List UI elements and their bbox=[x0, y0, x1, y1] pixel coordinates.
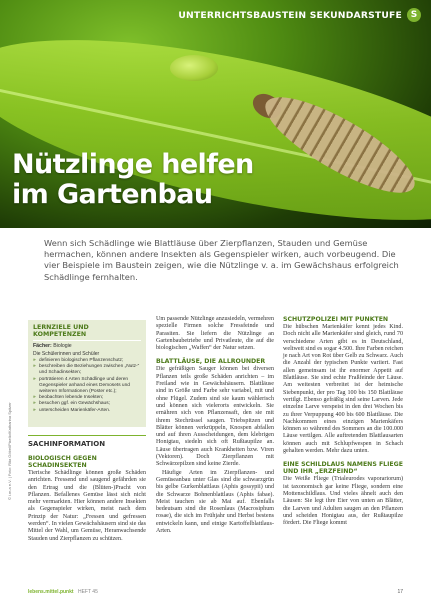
objectives-list bbox=[33, 358, 141, 414]
page-title bbox=[12, 150, 254, 210]
objective-item: » besuchen ggf. ein Gewächshaus; bbox=[33, 401, 141, 407]
photo-credit: © i.m.a e.V. | Foto: Rita Göbel/Pixelio/Katharina Spitzer bbox=[7, 402, 12, 500]
section-label: UNTERRICHTSBAUSTEIN SEKUNDARSTUFE bbox=[178, 9, 402, 21]
objective-item: » beobachten lebende Insekten; bbox=[33, 395, 141, 401]
students-line: Die Schülerinnen und Schüler bbox=[33, 351, 100, 357]
right-paragraph-1: Die hübschen Marienkäfer kennt jedes Kind. Doch nicht alle Marienkäfer sind gleich, rund 70 verschiedene Arten gibt es in Deutschland, weltweit sind es sogar 4.500. Ihre Farben reichen je nach Art von Rot über Gelb zu Schwarz. Auch die Anzahl der typischen Punkte variiert. Fast allen gemeinsam ist ihr enormer Appetit auf Blattläuse. Sie sind echte Fraßfeinde der Läuse. Am weitesten verbreitet ist der heimische Siebenpunkt, der pro Tag 100 bis 150 Blattläuse vertilgt. Ebenso gefräßig sind seine Larven. Jede einzelne Larve verspeist in den drei Wochen bis zu ihrer Verpuppung 400 bis 600 Blattläuse. Die Nachkommen eines einzigen Marienkäfers können so während des Sommers an die 100.000 Läuse vertilgen. Alle auftretenden Blattlausarten können auch mit Schlupfwespen in Schach gehalten werden. Mehr dazu unten. bbox=[283, 324, 403, 455]
footer-brand bbox=[28, 589, 98, 595]
middle-paragraph-3: Häufige Arten im Zierpflanzen- und Gemüseanbau unter Glas sind die schwarzgrün bis gelbe Gurkenblattlaus (Aphis gossypii) und die Schwarze Bohnenblattlaus (Aphis fabae). Meist tauchen sie ab Mai auf. Ebenfalls bedeutsam sind die Rosenlaus (Macrosiphum rosae), die sich im Frühjahr und Herbst bestens entwickeln kann, und einige Kartoffelblattlaus-Arten. bbox=[156, 469, 274, 535]
objective-item: » unterscheiden Marienkäfer-Arten. bbox=[33, 408, 141, 414]
left-column bbox=[28, 320, 146, 543]
right-paragraph-2: Die Weiße Fliege (Trialeurodes vaporariorum) ist taxonomisch gar keine Fliege, sondern eine Mottenschildlaus. Und vieles ähnelt auch den Läusen: Sie legt ihre Eier von unten an Blätter, die Larven und Adulten saugen an den Pflanzen und scheiden Honigtau aus, der Rußtaupilze fördert. Die Fliege kommt bbox=[283, 476, 403, 527]
sachinformation-text: Tierische Schädlinge können große Schäden anrichten. Fressend und saugend gefährden sie den Ertrag und die (Blüten-)Pracht von Pflanzen. Befallenes Gemüse lässt sich nicht mehr vermarkten. Hier können andere Insekten als Gegenspieler wirken, meist nach dem Prinzip der Natur: „Fressen und gefressen werden“. In vielen Gewächshäusern sind sie das Mittel der Wahl, um Gemüse, Heranwachsende Stauden und Zierpflanzen zu schützen. bbox=[28, 470, 146, 542]
page-footer bbox=[0, 586, 431, 600]
blattlaeuse-heading: BLATTLÄUSE, DIE ALLROUNDER bbox=[156, 358, 266, 366]
sachinformation-subheading: BIOLOGISCH GEGEN SCHADINSEKTEN bbox=[28, 455, 97, 469]
subject-value: Biologie bbox=[53, 343, 72, 349]
title-line-2: im Gartenbau bbox=[12, 179, 213, 210]
brand-name: lebens.mittel.punkt bbox=[28, 589, 74, 595]
right-column bbox=[283, 316, 403, 527]
objective-item: » beschreiben die Beziehungen zwischen „Nutz-“ und Schadinsekten; bbox=[33, 364, 141, 376]
page-number: 17 bbox=[397, 589, 403, 595]
middle-paragraph-1: Um passende Nützlinge anzusiedeln, vermehren spezielle Firmen solche Fressfeinde und Parasiten. Sie liefern die Nützlinge an Gartenbaubetriebe und Privatleute, die auf die biologischen „Waffen“ der Natur setzen. bbox=[156, 316, 274, 352]
section-badge: S bbox=[407, 8, 421, 22]
intro-paragraph: Wenn sich Schädlinge wie Blattläuse über Zierpflanzen, Stauden und Gemüse hermachen, können andere Insekten als Gegenspieler wirken, auch vorbeugend. Die vier Beispiele im Baustein zeigen, wie die Nützlinge v. a. im Gewächshaus erfolgreich Schädlinge fernhalten. bbox=[44, 238, 399, 282]
subject-label: Fächer: bbox=[33, 343, 52, 349]
hero-photo bbox=[0, 0, 431, 228]
section-header bbox=[178, 8, 421, 22]
objectives-heading: LERNZIELE UND KOMPETENZEN bbox=[33, 324, 141, 341]
aphid-illustration bbox=[170, 55, 218, 81]
middle-paragraph-2: Die gefräßigen Sauger können bei diversen Pflanzen teils große Schäden anrichten – im Freiland wie in Gewächshäusern. Blattläuse sind in Größe und Farbe sehr variabel, mit und ohne Flügel. Zudem sind sie kaum wählerisch und können sich vielerorts entwickeln. Sie ernähren sich von Pflanzensaft, den sie mit ihrem Stechrüssel saugen. Triebspitzen und Blätter können verkrüppeln, Knospen abfallen und auf ihren Ausscheidungen, dem klebrigen Honigtau, siedeln sich oft Rußtaupilze an. Läuse übertragen auch Krankheiten bzw. Viren (Vektoren). Doch Zierpflanzen mit Schwärzepilzen sind keine Zierde. bbox=[156, 366, 274, 468]
schutzpolizei-heading: SCHUTZPOLIZEI MIT PUNKTEN bbox=[283, 316, 389, 323]
title-line-1: Nützlinge helfen bbox=[12, 149, 254, 180]
subject-line bbox=[33, 343, 141, 349]
issue-label: HEFT 45 bbox=[77, 589, 98, 595]
objective-item: » definieren biologischen Pflanzenschutz; bbox=[33, 358, 141, 364]
sachinformation-heading: SACHINFORMATION bbox=[28, 435, 146, 448]
schildlaus-heading: EINE SCHILDLAUS NAMENS FLIEGE UND IHR „ERZFEIND“ bbox=[283, 461, 403, 476]
middle-column bbox=[156, 316, 274, 535]
objective-item: » porträtieren 4 Arten Schädlinge und deren Gegenspieler anhand eines Demosets und weiteren Informationen (Poster etc.); bbox=[33, 377, 141, 396]
objectives-box bbox=[28, 320, 146, 427]
